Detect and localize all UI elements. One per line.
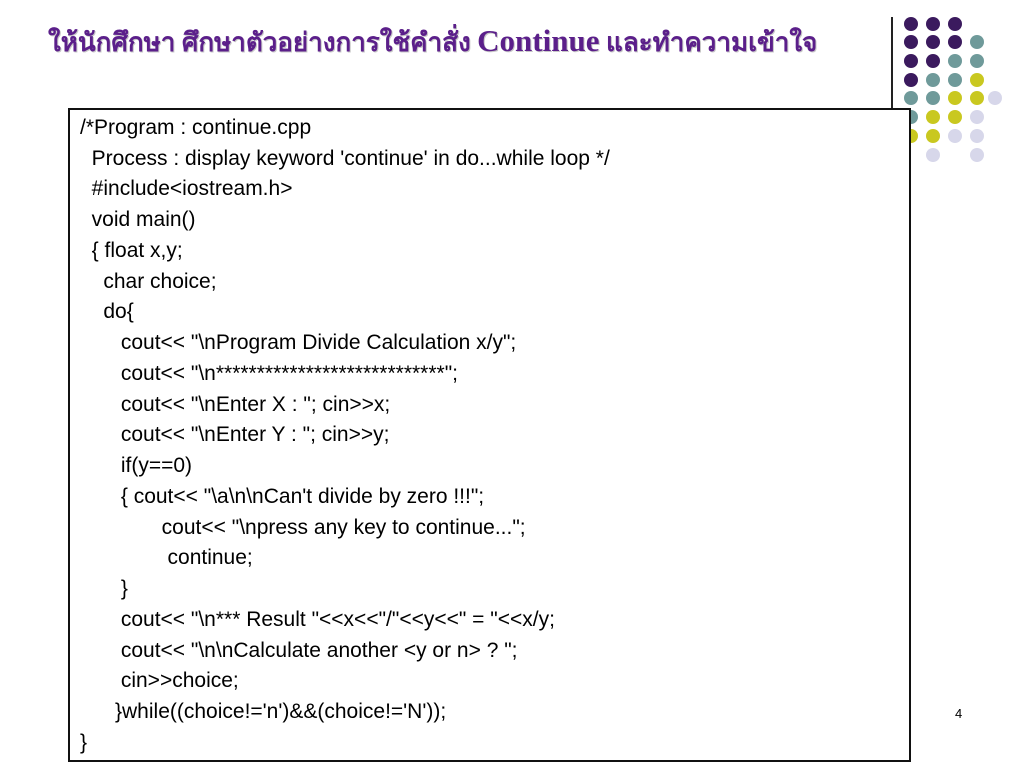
title-suffix: และทำความเข้าใจ	[599, 28, 818, 57]
code-line: continue;	[80, 546, 253, 569]
code-line: }	[80, 577, 128, 600]
code-line: /*Program : continue.cpp	[80, 116, 312, 139]
code-line: cout<< "\n\nCalculate another <y or n> ? ";	[80, 639, 518, 662]
code-line: void main()	[80, 208, 196, 231]
dot	[904, 73, 918, 87]
code-line: cout<< "\nProgram Divide Calculation x/y";	[80, 331, 517, 354]
dot	[926, 35, 940, 49]
code-line: cout<< "\n****************************";	[80, 362, 458, 385]
dot	[948, 110, 962, 124]
dot	[926, 54, 940, 68]
dot	[970, 73, 984, 87]
code-line: cout<< "\nEnter X : "; cin>>x;	[80, 393, 391, 416]
dot	[970, 54, 984, 68]
dot	[926, 110, 940, 124]
dot	[904, 91, 918, 105]
dot	[948, 129, 962, 143]
dot	[926, 91, 940, 105]
dot	[926, 17, 940, 31]
dot	[970, 110, 984, 124]
decorative-dot-grid	[900, 13, 1000, 173]
dot	[970, 35, 984, 49]
code-line: #include<iostream.h>	[80, 177, 293, 200]
code-line: if(y==0)	[80, 454, 193, 477]
dot	[926, 148, 940, 162]
dot	[948, 91, 962, 105]
dot	[926, 129, 940, 143]
code-line: cin>>choice;	[80, 669, 239, 692]
slide-title	[48, 22, 817, 63]
title-prefix: ให้นักศึกษา ศึกษาตัวอย่างการใช้คำสั่ง	[48, 28, 478, 57]
dot	[988, 91, 1002, 105]
dot	[904, 54, 918, 68]
dot	[948, 17, 962, 31]
code-line: }while((choice!='n')&&(choice!='N'));	[80, 700, 447, 723]
code-line: { float x,y;	[80, 239, 183, 262]
dot	[970, 91, 984, 105]
dot	[948, 73, 962, 87]
dot	[904, 17, 918, 31]
code-line: char choice;	[80, 270, 217, 293]
dot	[948, 35, 962, 49]
dot	[970, 129, 984, 143]
code-line: { cout<< "\a\n\nCan't divide by zero !!!";	[80, 485, 485, 508]
page-number: 4	[955, 706, 963, 721]
code-line: cout<< "\nEnter Y : "; cin>>y;	[80, 423, 390, 446]
title-keyword: Continue	[477, 23, 600, 58]
code-line: cout<< "\npress any key to continue...";	[80, 516, 526, 539]
code-line: }	[80, 731, 88, 754]
code-line: Process : display keyword 'continue' in do...while loop */	[80, 147, 610, 170]
code-line: do{	[80, 300, 134, 323]
dot	[970, 148, 984, 162]
code-line: cout<< "\n*** Result "<<x<<"/"<<y<<" = "<<x/y;	[80, 608, 555, 631]
dot	[948, 54, 962, 68]
dot	[904, 35, 918, 49]
dot	[926, 73, 940, 87]
